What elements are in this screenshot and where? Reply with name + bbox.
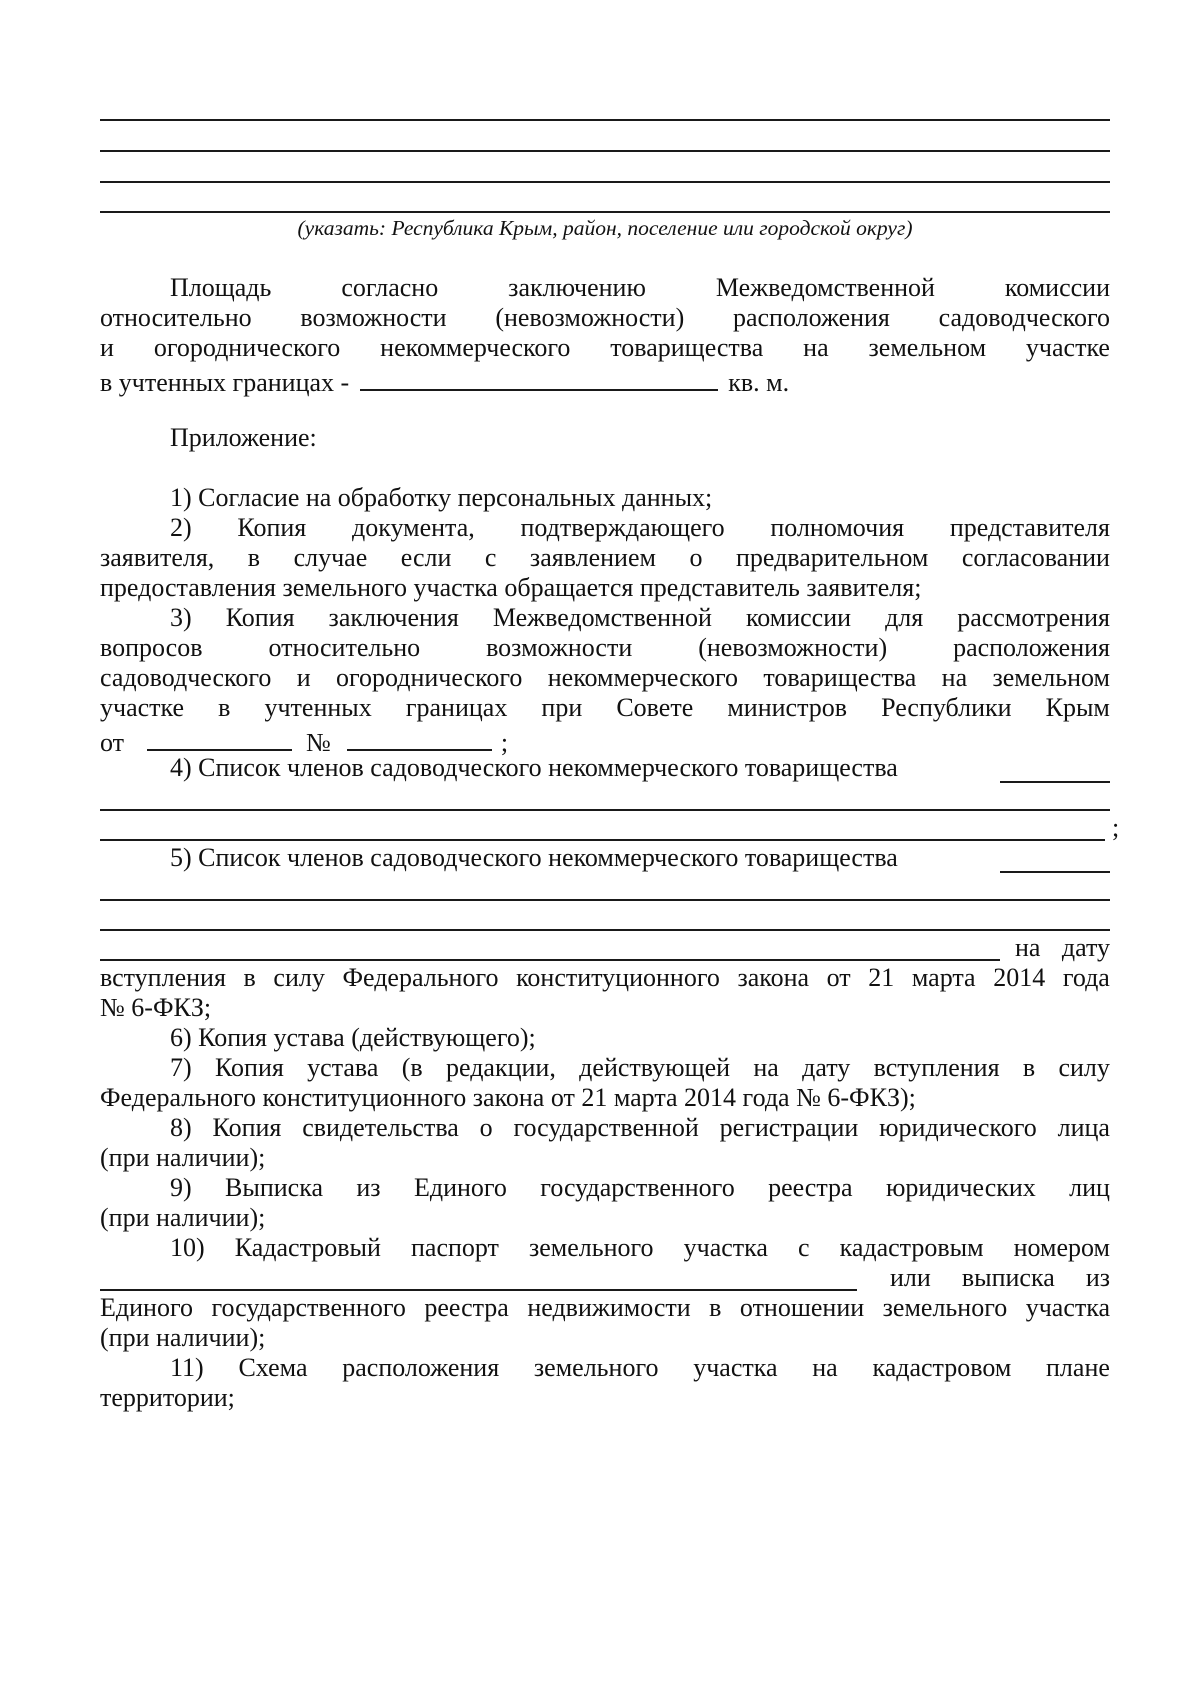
conclusion-number-field[interactable] [347, 723, 492, 751]
word: расположения [953, 633, 1110, 662]
word: Схема [238, 1353, 308, 1382]
word: Копия [225, 603, 295, 632]
word: 2014 [993, 963, 1046, 992]
word: марта [911, 963, 976, 992]
conclusion-date-field[interactable] [147, 723, 292, 751]
item-1: 1) Согласие на обработку персональных данных; [170, 483, 713, 512]
word: в [243, 963, 256, 992]
word: Совете [616, 693, 694, 722]
word: и [296, 663, 311, 692]
word: учтенных [264, 693, 372, 722]
word: земельного [882, 1293, 1008, 1322]
word: плане [1046, 1353, 1110, 1382]
word: 9) [170, 1173, 192, 1202]
area-line-2 [100, 303, 1110, 333]
item-5-fill-field[interactable] [1000, 871, 1110, 873]
word: о [689, 543, 703, 572]
word: дату [1061, 933, 1110, 962]
word: с [484, 543, 497, 572]
word: 7) [170, 1053, 192, 1082]
word: Копия [215, 1053, 284, 1082]
word: на [803, 333, 829, 362]
word: лиц [1069, 1173, 1110, 1202]
word: на [753, 1053, 779, 1082]
word: государственного [211, 1293, 406, 1322]
word: при [541, 693, 583, 722]
item-4-end: ; [1112, 813, 1120, 842]
word: границах [405, 693, 508, 722]
word: кадастровым [839, 1233, 984, 1262]
word: силу [1058, 1053, 1110, 1082]
word: паспорт [410, 1233, 499, 1262]
word: полномочия [770, 513, 905, 542]
word: силу [273, 963, 325, 992]
area-line-4 [100, 363, 790, 397]
word: регистрации [719, 1113, 859, 1142]
word: участке [100, 693, 185, 722]
item-3-line-3 [100, 663, 1110, 693]
item-10-line-2 [890, 1263, 1110, 1293]
semicolon: ; [500, 728, 509, 757]
word: 10) [170, 1233, 205, 1262]
word: реестра [424, 1293, 509, 1322]
word: в [247, 543, 261, 572]
word: заявлением [529, 543, 656, 572]
word: 21 [868, 963, 895, 992]
word: года [1062, 963, 1110, 992]
item-4-fill-field[interactable] [100, 809, 1110, 811]
blank-line [100, 119, 1110, 121]
word: в [218, 693, 231, 722]
item-3-line-4 [100, 693, 1110, 723]
word: огороднического [153, 333, 341, 362]
area-unit: кв. м. [728, 368, 790, 397]
word: случае [293, 543, 368, 572]
item-10-line-3 [100, 1293, 1110, 1323]
area-line-1 [170, 273, 1110, 303]
item-2-line-3: предоставления земельного участка обращается представитель заявителя; [100, 573, 922, 602]
word: земельном [868, 333, 987, 362]
word: заключению [508, 273, 646, 302]
word: (невозможности) [495, 303, 685, 332]
item-4-text: 4) Список членов садоводческого некоммерческого товарищества [170, 753, 898, 782]
word: закона [737, 963, 810, 992]
item-5-line-4 [1015, 933, 1110, 963]
word: 2) [170, 513, 192, 542]
blank-line [100, 150, 1110, 152]
word: выписка [961, 1263, 1055, 1292]
word: Межведомственной [715, 273, 935, 302]
word: в [1022, 1053, 1036, 1082]
item-2-line-2 [100, 543, 1110, 573]
word: на [1015, 933, 1041, 962]
word: государственного [540, 1173, 735, 1202]
word: Республики [881, 693, 1012, 722]
word: рассмотрения [957, 603, 1110, 632]
word: 11) [170, 1353, 204, 1382]
word: устава [307, 1053, 379, 1082]
item-9-line-2: (при наличии); [100, 1203, 266, 1232]
item-5-line-6: № 6-ФКЗ; [100, 993, 212, 1022]
word: о [479, 1113, 493, 1142]
word: (в [401, 1053, 423, 1082]
item-3-line-5 [100, 723, 509, 757]
item-5-line-5 [100, 963, 1110, 993]
item-10-line-4: (при наличии); [100, 1323, 266, 1352]
address-caption: (указать: Республика Крым, район, поселение или городской округ) [297, 216, 913, 240]
word: для [885, 603, 924, 632]
item-5-fill-field[interactable] [100, 959, 1000, 961]
word: земельном [992, 663, 1110, 692]
word: министров [727, 693, 848, 722]
word: Выписка [225, 1173, 324, 1202]
word: лица [1057, 1113, 1110, 1142]
word: расположения [342, 1353, 500, 1382]
word: комиссии [1004, 273, 1110, 302]
area-prefix: в учтенных границах - [100, 368, 350, 397]
word: юридического [879, 1113, 1037, 1142]
item-5-fill-field[interactable] [100, 929, 1110, 931]
word: Кадастровый [234, 1233, 381, 1262]
word: свидетельства [302, 1113, 459, 1142]
word: в [709, 1293, 722, 1322]
word: Межведомственной [492, 603, 712, 632]
item-2-line-1 [170, 513, 1110, 543]
item-8-line-2: (при наличии); [100, 1143, 266, 1172]
word: Федерального [342, 963, 499, 992]
word: возможности [486, 633, 633, 662]
word: Площадь [170, 273, 272, 302]
word: если [400, 543, 452, 572]
item-7-line-1 [170, 1053, 1110, 1083]
number-sign: № [306, 728, 331, 757]
word: отношении [739, 1293, 865, 1322]
item-3-line-2 [100, 633, 1110, 663]
word: на [812, 1353, 838, 1382]
word: земельного [533, 1353, 659, 1382]
item-5-text: 5) Список членов садоводческого некоммерческого товарищества [170, 843, 898, 872]
word: относительно [100, 303, 252, 332]
word: садоводческого [100, 663, 272, 692]
item-8-line-1 [170, 1113, 1110, 1143]
word: Единого [413, 1173, 507, 1202]
word: номером [1013, 1233, 1110, 1262]
word: заявителя, [100, 543, 215, 572]
word: (невозможности) [698, 633, 888, 662]
word: согласно [341, 273, 439, 302]
appendix-title: Приложение: [170, 423, 317, 452]
word: огороднического [335, 663, 523, 692]
area-value-field[interactable] [360, 363, 718, 391]
word: из [1085, 1263, 1110, 1292]
word: вступления [873, 1053, 1000, 1082]
word: редакции, [446, 1053, 556, 1082]
word: Копия [212, 1113, 282, 1142]
word: недвижимости [527, 1293, 691, 1322]
word: заключения [328, 603, 459, 632]
word: представителя [949, 513, 1110, 542]
item-7-line-2: Федерального конституционного закона от 21 марта 2014 года № 6-ФКЗ); [100, 1083, 916, 1112]
word: товарищества [610, 333, 764, 362]
word: участка [683, 1233, 768, 1262]
word: вступления [100, 963, 226, 992]
word: предварительном [735, 543, 929, 572]
item-6: 6) Копия устава (действующего); [170, 1023, 536, 1052]
word: с [797, 1233, 810, 1262]
item-5-fill-field[interactable] [100, 899, 1110, 901]
word: конституционного [516, 963, 720, 992]
word: вопросов [100, 633, 203, 662]
word: и [100, 333, 114, 362]
word: от [826, 963, 851, 992]
word: или [890, 1263, 931, 1292]
word: возможности [300, 303, 447, 332]
cadastral-number-field[interactable] [100, 1289, 857, 1291]
word: из [356, 1173, 381, 1202]
word: реестра [768, 1173, 853, 1202]
word: 3) [170, 603, 192, 632]
word: на [941, 663, 968, 692]
item-10-line-1 [170, 1233, 1110, 1263]
item-9-line-1 [170, 1173, 1110, 1203]
word: согласовании [961, 543, 1110, 572]
item-11-line-1 [170, 1353, 1110, 1383]
item-4-fill-field[interactable] [100, 839, 1105, 841]
word: кадастровом [872, 1353, 1012, 1382]
item-4-line-1 [170, 753, 898, 783]
word: Крым [1045, 693, 1110, 722]
item-4-fill-field[interactable] [1000, 781, 1110, 783]
word: документа, [351, 513, 475, 542]
word: участка [693, 1353, 778, 1382]
item-11-line-2: территории; [100, 1383, 235, 1412]
area-line-3 [100, 333, 1110, 363]
blank-line [100, 211, 1110, 213]
word: Единого [100, 1293, 193, 1322]
word: Копия [237, 513, 307, 542]
date-label: от [100, 728, 125, 757]
word: садоводческого [938, 303, 1110, 332]
word: некоммерческого [380, 333, 571, 362]
word: земельного [528, 1233, 654, 1262]
item-5-line-1 [170, 843, 898, 873]
word: товарищества [763, 663, 917, 692]
word: действующей [579, 1053, 731, 1082]
item-3-line-1 [170, 603, 1110, 633]
word: подтверждающего [520, 513, 725, 542]
word: участка [1025, 1293, 1110, 1322]
word: государственной [513, 1113, 699, 1142]
word: юридических [885, 1173, 1036, 1202]
word: относительно [268, 633, 421, 662]
blank-line [100, 181, 1110, 183]
word: некоммерческого [547, 663, 738, 692]
word: комиссии [745, 603, 852, 632]
word: 8) [170, 1113, 192, 1142]
word: участке [1025, 333, 1110, 362]
word: расположения [732, 303, 890, 332]
word: дату [802, 1053, 851, 1082]
